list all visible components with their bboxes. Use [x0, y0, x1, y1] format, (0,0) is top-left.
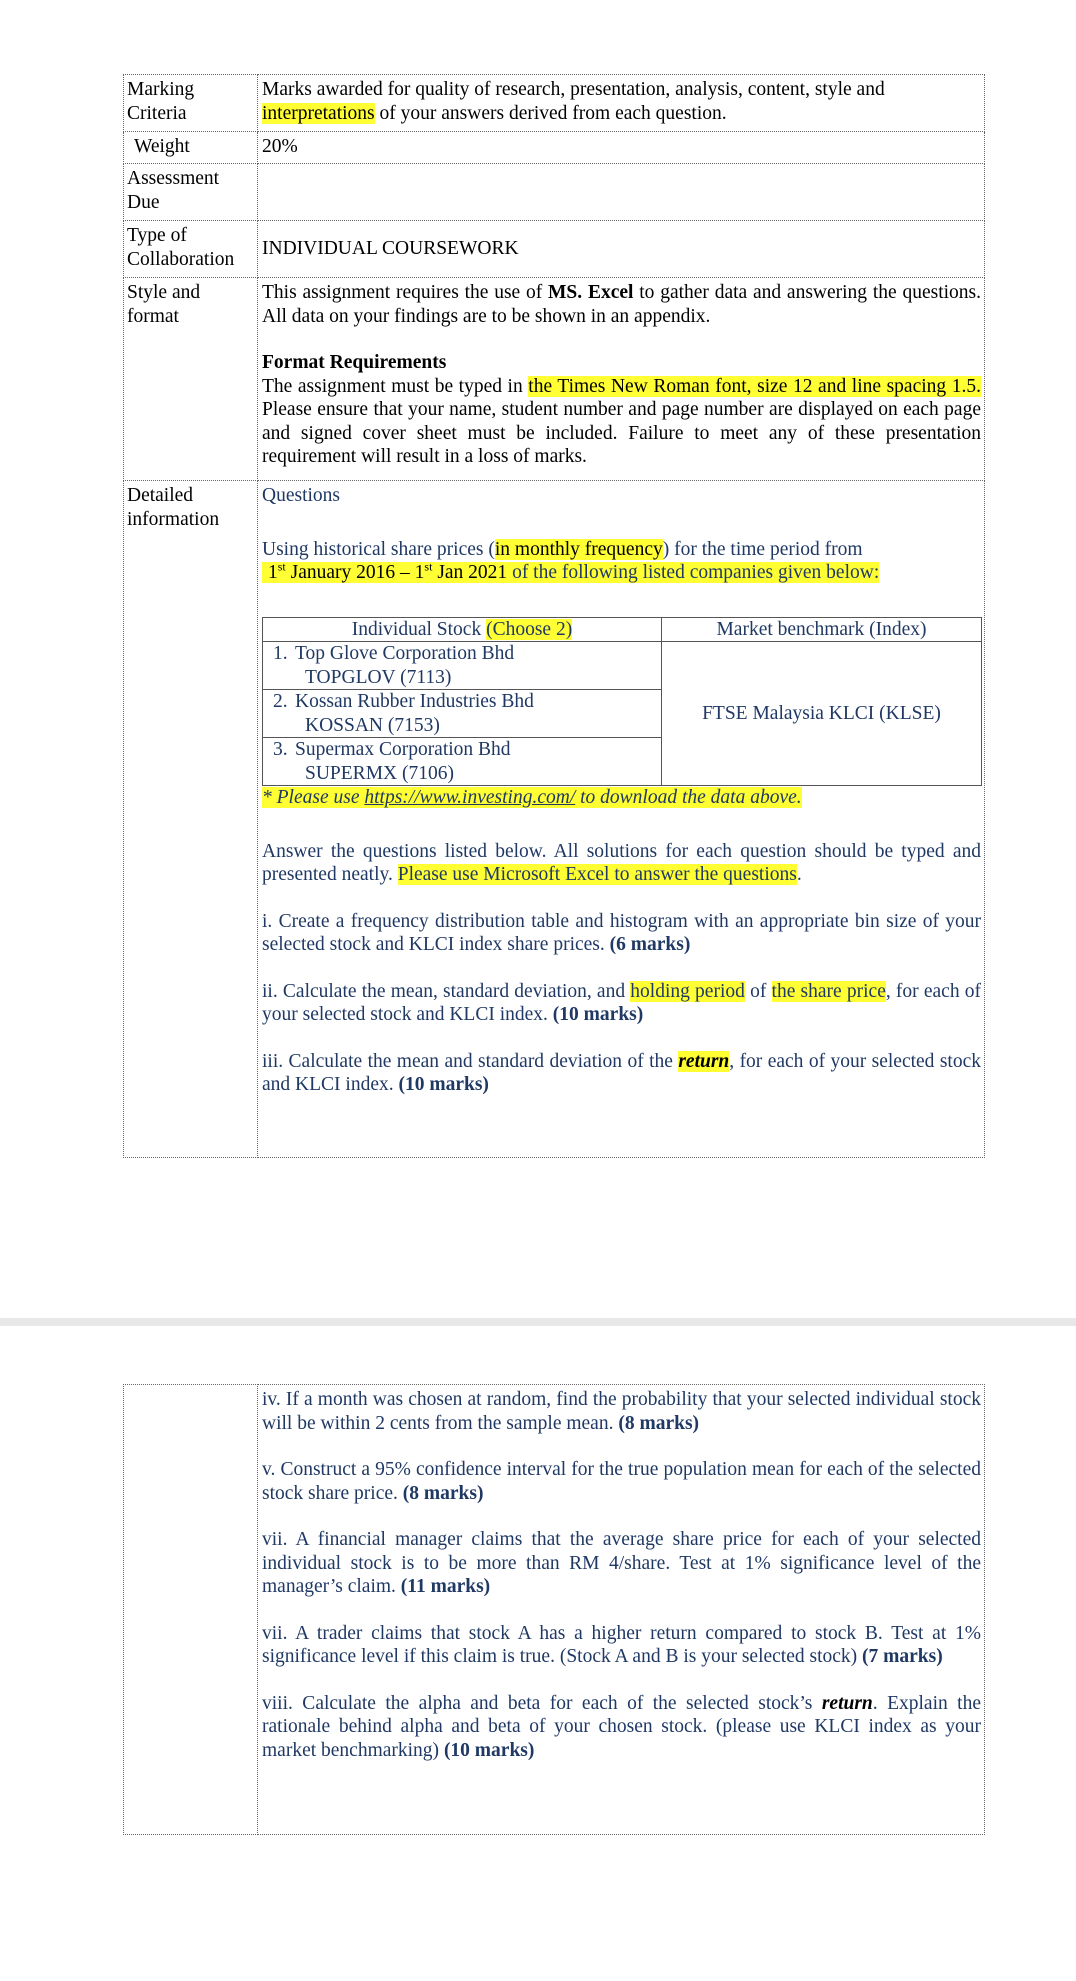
marking-criteria-label: [124, 75, 258, 132]
label-line: information: [127, 508, 220, 530]
highlighted-note: [262, 787, 802, 808]
header-text: Individual Stock: [351, 618, 487, 640]
data-period-text: [262, 538, 981, 562]
text-run: Answer the questions listed below. All solutions for each question should be typed and presented neatly.: [262, 840, 981, 885]
question-text: ii. Calculate the mean, standard deviation, and: [262, 980, 631, 1002]
question-8: [262, 1692, 981, 1763]
excel-requirement-text: [262, 281, 981, 328]
question-3: [262, 1050, 981, 1097]
data-source-note: [262, 786, 981, 810]
assessment-due-value: [258, 164, 985, 221]
stock-selection-table: [262, 617, 982, 787]
stock-name: Supermax Corporation Bhd: [295, 739, 511, 760]
question-5: [262, 1458, 981, 1505]
question-marks: (8 marks): [402, 1482, 484, 1504]
stock-cell: [263, 690, 662, 738]
document-page-2: [0, 1326, 1076, 1981]
question-1: [262, 910, 981, 957]
highlighted-text: Please use Microsoft Excel to answer the questions: [397, 864, 797, 885]
question-marks: (8 marks): [618, 1412, 700, 1434]
detailed-information-content: [258, 481, 985, 1158]
stock-name: Kossan Rubber Industries Bhd: [295, 691, 534, 712]
question-4: [262, 1388, 981, 1435]
question-marks: (10 marks): [552, 1004, 644, 1025]
stock-name: Top Glove Corporation Bhd: [295, 643, 515, 664]
collaboration-row: [124, 221, 985, 278]
date-part: 1: [414, 562, 425, 583]
assessment-due-row: [124, 164, 985, 221]
stock-number: 2.: [273, 691, 288, 712]
highlighted-text: of the following listed companies given below:: [507, 562, 880, 583]
label-line: Due: [127, 191, 160, 213]
page-break: [0, 1318, 1076, 1326]
questions-continued-content: [258, 1385, 985, 1835]
date-range-text: [262, 561, 981, 585]
stock-code: TOPGLOV (7113): [305, 666, 452, 688]
label-line: Detailed: [127, 485, 194, 506]
question-text: vii. A trader claims that stock A has a higher return compared to stock B. Test at 1% significance level if this claim is true. (Stock A and B is your selected stock): [262, 1622, 981, 1667]
bold-text: MS. Excel: [548, 282, 634, 303]
text-run: Please ensure that your name, student number and page number are displayed on each page and signed cover sheet must be included. Failure to meet any of these presentation requirement will result in a loss of marks.: [262, 399, 981, 467]
format-requirements-text: [262, 375, 981, 469]
text-run: The assignment must be typed in: [262, 375, 529, 397]
question-text: iii. Calculate the mean and standard deviation of the: [262, 1050, 679, 1072]
stock-cell: [263, 738, 662, 786]
style-format-row: [124, 278, 985, 481]
benchmark-cell: FTSE Malaysia KLCI (KLSE): [662, 642, 982, 786]
empty-label-cell: [124, 1385, 258, 1835]
question-text: of: [744, 980, 772, 1002]
collaboration-value: INDIVIDUAL COURSEWORK: [258, 221, 985, 278]
highlighted-date-range: [262, 559, 508, 583]
question-marks: (10 marks): [398, 1074, 489, 1095]
text-run: * Please use: [262, 787, 365, 808]
text-run: .: [796, 864, 802, 885]
ordinal-suffix: st: [424, 559, 433, 574]
highlighted-text: holding period: [630, 980, 745, 1002]
label-line: Marking: [127, 79, 195, 100]
text-run: to gather data and answering the questions. All data on your findings are to be shown in an appendix.: [262, 282, 982, 327]
weight-row: [124, 132, 985, 164]
individual-stock-header: [263, 617, 662, 642]
answer-instructions: [262, 840, 981, 887]
text-run: Using historical share prices (: [262, 538, 495, 560]
question-text: iv. If a month was chosen at random, find the probability that your selected individual stock will be within 2 cents from the sample mean.: [262, 1389, 981, 1434]
text-run: Marks awarded for quality of research, presentation, analysis, content, style and: [262, 79, 885, 100]
investing-link[interactable]: https://www.investing.com/: [364, 787, 576, 808]
text-run: of your answers derived from each question.: [374, 102, 727, 124]
detailed-information-row: [124, 481, 985, 1158]
label-line: Type of: [127, 225, 187, 246]
marking-criteria-text: [258, 75, 985, 132]
questions-continued-row: [124, 1385, 985, 1835]
question-marks: (6 marks): [609, 934, 691, 955]
label-line: format: [127, 305, 179, 327]
question-7: [262, 1622, 981, 1669]
stock-number: 1.: [273, 643, 288, 664]
question-text: vii. A financial manager claims that the average share price for each of your selected individual stock is to be more than RM 4/share. Test at 1% significance level of the manager’s claim.: [262, 1529, 981, 1597]
date-part: January 2016 –: [285, 562, 415, 583]
highlighted-text: interpretations: [262, 102, 375, 124]
assignment-details-table: [123, 74, 985, 1158]
weight-value: 20%: [258, 132, 985, 164]
highlighted-text: return: [678, 1050, 730, 1072]
text-run: ) for the time period from: [662, 538, 863, 560]
question-marks: (10 marks): [443, 1739, 535, 1761]
question-text: viii. Calculate the alpha and beta for each of the selected stock’s: [262, 1692, 822, 1714]
question-6: [262, 1528, 981, 1599]
format-requirements-heading: Format Requirements: [262, 352, 447, 373]
assessment-due-label: [124, 164, 258, 221]
question-marks: (7 marks): [862, 1646, 943, 1667]
emphasized-text: return: [821, 1692, 873, 1714]
stock-cell: [263, 642, 662, 690]
label-line: Criteria: [127, 102, 187, 124]
highlighted-text: the Times New Roman font, size 12 and line spacing 1.5.: [528, 375, 981, 397]
question-text: , for each of your selected stock and KLCI index.: [262, 1050, 981, 1095]
ordinal-suffix: st: [277, 559, 286, 574]
detailed-information-label: [124, 481, 258, 1158]
question-text: i. Create a frequency distribution table and histogram with an appropriate bin size of your selected stock and KLCI index share prices.: [262, 910, 981, 955]
question-text: v. Construct a 95% confidence interval for the true population mean for each of the selected stock share price.: [262, 1459, 981, 1504]
stock-number: 3.: [273, 739, 288, 760]
label-line: Collaboration: [127, 248, 235, 270]
style-format-content: [258, 278, 985, 481]
stock-code: KOSSAN (7153): [305, 714, 440, 736]
stock-code: SUPERMX (7106): [305, 762, 454, 784]
stock-table-header: [263, 617, 982, 642]
weight-label: Weight: [124, 132, 258, 164]
highlighted-text: the share price: [771, 980, 886, 1002]
label-line: Assessment: [127, 168, 220, 189]
question-text: . Explain the rationale behind alpha and beta of your chosen stock. (please use KLCI index as your market benchmarking): [262, 1692, 981, 1761]
date-part: Jan 2021: [432, 562, 508, 583]
questions-continued-table: [123, 1384, 985, 1835]
collaboration-label: [124, 221, 258, 278]
marking-criteria-row: [124, 75, 985, 132]
questions-heading: Questions: [262, 485, 340, 506]
market-benchmark-header: Market benchmark (Index): [662, 617, 982, 642]
highlighted-text: (Choose 2): [486, 618, 573, 640]
stock-row: [263, 642, 982, 690]
style-format-label: [124, 278, 258, 481]
highlighted-text: in monthly frequency: [494, 538, 663, 560]
date-part: 1: [268, 562, 278, 583]
label-line: Style and: [127, 282, 201, 303]
question-2: [262, 980, 981, 1027]
question-marks: (11 marks): [400, 1576, 491, 1597]
text-run: This assignment requires the use of: [262, 282, 549, 303]
question-text: , for each of your selected stock and KLCI index.: [262, 980, 982, 1025]
text-run: to download the data above.: [575, 787, 802, 808]
